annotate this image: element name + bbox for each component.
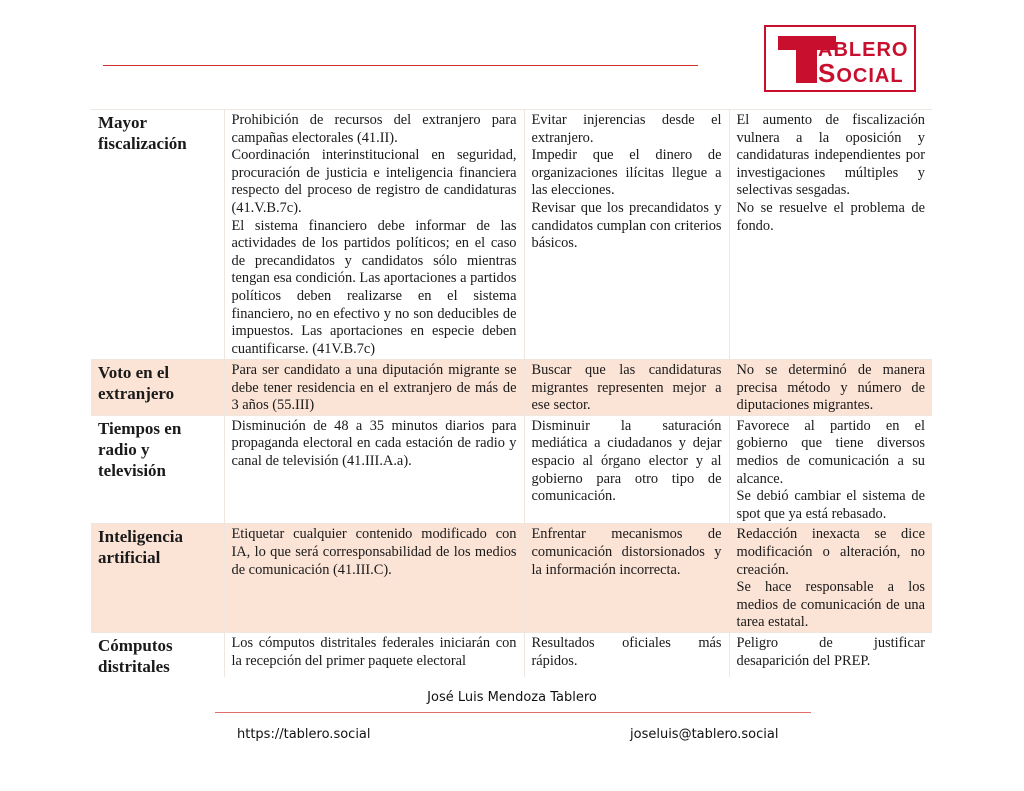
reform-paragraph: Para ser candidato a una diputación migrante se debe tener residencia en el extranjero de más de 3 años (55.III) [231, 362, 517, 414]
table-row [91, 524, 932, 633]
purpose-cell [524, 632, 729, 677]
footer-divider [215, 712, 811, 713]
purpose-cell [524, 360, 729, 416]
purpose-paragraph: Buscar que las candidaturas migrantes representen mejor a ese sector. [531, 362, 722, 414]
reform-paragraph: Coordinación interinstitucional en seguridad, procuración de justicia e inteligencia financiera respecto del proceso de registro de candidaturas (41.V.B.7c). [231, 147, 517, 216]
reform-paragraph: Los cómputos distritales federales iniciarán con la recepción del primer paquete electoral [231, 634, 517, 669]
logo-word-tablero: ABLERO [818, 39, 909, 61]
topic-cell: Voto en el extranjero [91, 360, 224, 416]
critique-cell [729, 360, 932, 416]
critique-paragraph: No se determinó de manera precisa método y número de diputaciones migrantes. [736, 362, 925, 414]
reform-cell [224, 110, 524, 360]
purpose-paragraph: Disminuir la saturación mediática a ciudadanos y dejar espacio al órgano elector y al gobierno para otro tipo de comunicación. [531, 417, 722, 505]
purpose-cell [524, 110, 729, 360]
website-link[interactable]: https://tablero.social [237, 727, 371, 742]
reform-cell [224, 632, 524, 677]
critique-paragraph: Peligro de justificar desaparición del PREP. [736, 634, 925, 669]
tablero-social-logo [764, 25, 916, 92]
critique-paragraph: Se hace responsable a los medios de comunicación de una tarea estatal. [736, 579, 925, 631]
reform-cell [224, 524, 524, 633]
topic-cell: Mayor fiscalización [91, 110, 224, 360]
topic-cell: Cómputos distritales [91, 632, 224, 677]
critique-cell [729, 415, 932, 524]
purpose-paragraph: Revisar que los precandidatos y candidatos cumplan con criterios básicos. [531, 199, 722, 252]
critique-paragraph: Favorece al partido en el gobierno que tiene diversos medios de comunicación a su alcance. [736, 417, 925, 487]
purpose-paragraph: Enfrentar mecanismos de comunicación distorsionados y la información incorrecta. [531, 526, 722, 578]
table-row [91, 110, 932, 360]
reform-cell [224, 360, 524, 416]
table-row [91, 632, 932, 677]
table-row [91, 360, 932, 416]
critique-paragraph: Se debió cambiar el sistema de spot que ya está rebasado. [736, 488, 925, 522]
critique-paragraph: No se resuelve el problema de fondo. [736, 199, 925, 234]
reform-cell [224, 415, 524, 524]
reform-paragraph: Disminución de 48 a 35 minutos diarios para propaganda electoral en cada estación de radio y canal de televisión (41.III.A.a). [231, 417, 517, 469]
reform-paragraph: Prohibición de recursos del extranjero para campañas electorales (41.II). [231, 112, 517, 146]
topic-cell: Inteligencia artificial [91, 524, 224, 633]
critique-cell [729, 524, 932, 633]
author-name: José Luis Mendoza Tablero [427, 690, 597, 705]
topic-cell: Tiempos en radio y televisión [91, 415, 224, 524]
critique-cell [729, 632, 932, 677]
header-divider [103, 65, 698, 66]
reform-analysis-table [91, 109, 932, 677]
reform-paragraph: Etiquetar cualquier contenido modificado con IA, lo que será corresponsabilidad de los medios de comunicación (41.III.C). [231, 526, 517, 578]
critique-cell [729, 110, 932, 360]
purpose-paragraph: Resultados oficiales más rápidos. [531, 634, 722, 669]
purpose-paragraph: Impedir que el dinero de organizaciones ilícitas llegue a las elecciones. [531, 147, 722, 199]
purpose-paragraph: Evitar injerencias desde el extranjero. [531, 112, 722, 146]
purpose-cell [524, 524, 729, 633]
purpose-cell [524, 415, 729, 524]
critique-paragraph: El aumento de fiscalización vulnera a la oposición y candidaturas independientes por investigaciones múltiples y selectivas sesgadas. [736, 112, 925, 199]
table-row [91, 415, 932, 524]
reform-paragraph: El sistema financiero debe informar de las actividades de los partidos políticos; en el caso de precandidatos y candidatos sólo mientras tengan esa condición. Las aportaciones a partidos políticos deben realizarse en el sistema financiero, no en efectivo y no son deducibles de impuestos. Las aportaciones en especie deben cuantificarse. (41V.B.7c) [231, 217, 517, 357]
email-link[interactable]: joseluis@tablero.social [630, 727, 779, 742]
critique-paragraph: Redacción inexacta se dice modificación o alteración, no creación. [736, 526, 925, 578]
logo-word-social: SOCIAL [818, 58, 904, 88]
